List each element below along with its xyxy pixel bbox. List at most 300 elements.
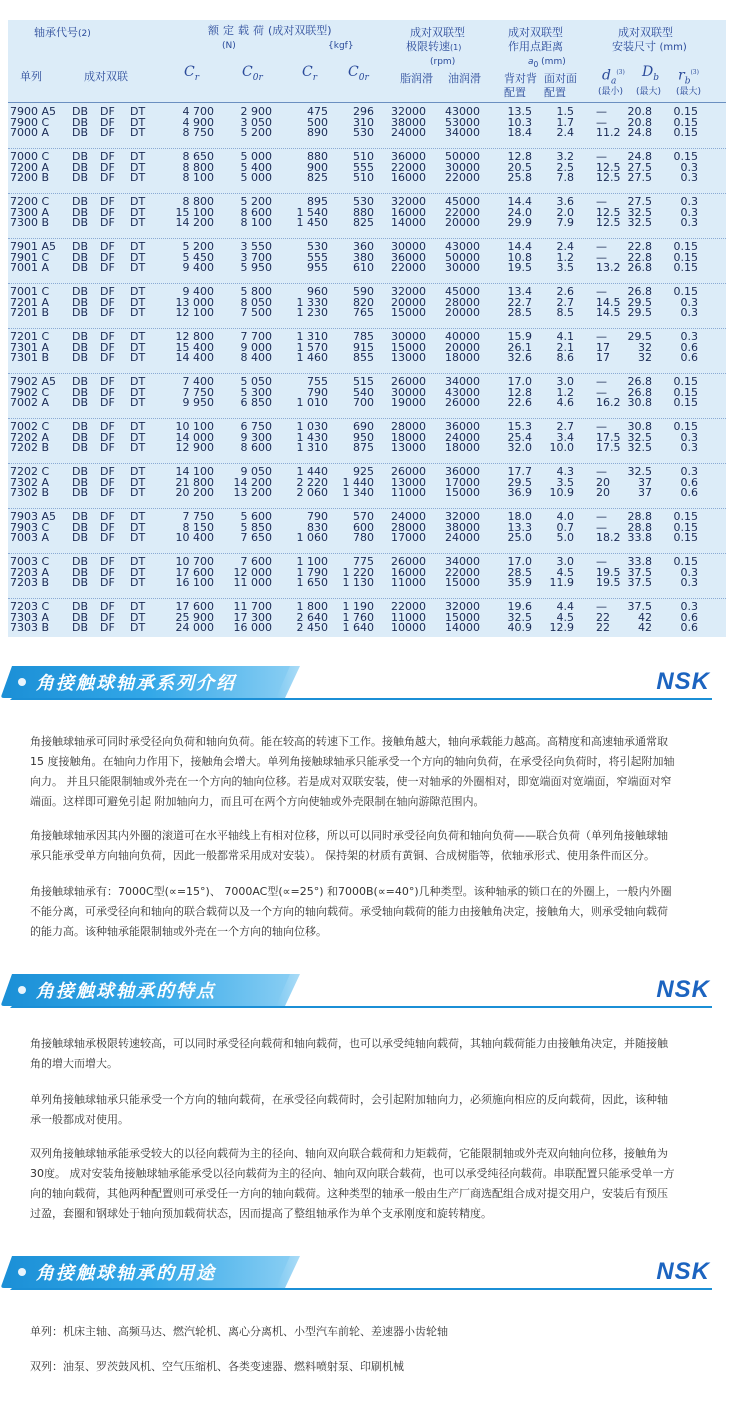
cell-speed-grease: 36000	[391, 150, 426, 163]
cell-a0-face: 3.0	[556, 375, 574, 388]
cell-cr-n: 14 200	[175, 216, 214, 230]
cell-rb: 0.3	[680, 295, 698, 309]
cell-db: DB	[72, 465, 89, 478]
header-paired: 成对双联	[84, 70, 128, 83]
cell-a0-face: 4.5	[556, 565, 574, 579]
cell-a0-back: 19.6	[507, 600, 532, 613]
paragraph-line: 角接触球轴承可同时承受径向负荷和轴向负荷。能在较高的转速下工作。接触角越大，轴向承载能力越高。高精度和高速轴承通常取	[30, 735, 668, 748]
paragraph-line: 角接触球轴承有：7000C型(∝=15°)、 7000AC型(∝=25°) 和7000B(∝=40°)几种类型。该种轴承的锁口在的外圈上，一般内外圈	[30, 885, 672, 898]
cell-a0-face: 8.5	[556, 306, 574, 320]
cell-da: 20	[596, 475, 610, 489]
cell-dt: DT	[130, 565, 146, 579]
cell-code: 7301 A	[10, 340, 50, 354]
cell-Db: 29.5	[627, 306, 652, 320]
cell-cor-kgf: 530	[353, 195, 374, 208]
cell-cr-n: 17 600	[175, 565, 214, 579]
cell-rb: 0.6	[680, 351, 698, 365]
cell-db: DB	[72, 306, 89, 320]
cell-cr-n: 13 000	[175, 295, 214, 309]
paragraph-line: 角接触球轴承因其内外圈的滚道可在水平轴线上有相对位移，所以可以同时承受径向负荷和轴向负荷——联合负荷（单列角接触球轴	[30, 829, 668, 842]
cell-rb: 0.15	[673, 510, 698, 523]
cell-cr-n: 10 400	[175, 531, 214, 545]
cell-rb: 0.15	[673, 261, 698, 275]
cell-a0-face: 4.0	[556, 510, 574, 523]
cell-cor-n: 5 400	[240, 160, 272, 174]
cell-speed-oil: 17000	[445, 475, 480, 489]
cell-Db: 26.8	[627, 261, 652, 275]
cell-a0-face: 2.0	[556, 205, 574, 219]
header-mount-line2: 安装尺寸 (mm)	[612, 40, 687, 53]
cell-rb: 0.3	[680, 576, 698, 590]
cell-a0-face: 2.5	[556, 160, 574, 174]
cell-a0-face: 0.7	[556, 520, 574, 534]
cell-df: DF	[100, 531, 115, 545]
cell-cor-n: 5 850	[240, 520, 272, 534]
cell-a0-back: 17.7	[507, 465, 532, 478]
cell-Db: 20.8	[627, 105, 652, 118]
cell-a0-face: 3.4	[556, 430, 574, 444]
cell-df: DF	[100, 240, 115, 253]
cell-cor-n: 5 000	[240, 171, 272, 185]
cell-a0-face: 10.0	[549, 441, 574, 455]
cell-speed-oil: 36000	[445, 420, 480, 433]
paragraph-line: 向的轴向载荷，其他两种配置则可承受任一方向的轴向载荷。这种类型的轴承一般由生产厂商选配组合成对提交用户，安装后有预压	[30, 1187, 668, 1200]
cell-Db: 22.8	[627, 240, 652, 253]
paragraph-line: 单列：机床主轴、高频马达、燃汽轮机、离心分离机、小型汽车前轮、差速器小齿轮轴	[30, 1325, 448, 1338]
cell-a0-face: 3.5	[556, 475, 574, 489]
cell-dt: DT	[130, 306, 146, 320]
cell-dt: DT	[130, 240, 146, 253]
cell-da: —	[596, 465, 607, 478]
cell-Db: 29.5	[627, 330, 652, 343]
cell-a0-back: 17.0	[507, 555, 532, 568]
cell-da: 19.5	[596, 565, 621, 579]
header-oil: 油润滑	[448, 72, 481, 85]
cell-cr-n: 7 750	[182, 510, 214, 523]
paragraph-line: 角接触球轴承极限转速较高，可以同时承受径向载荷和轴向载荷，也可以承受纯轴向载荷，其轴向载荷能力由接触角决定，并随接触	[30, 1037, 668, 1050]
cell-cor-kgf: 855	[353, 351, 374, 365]
cell-speed-grease: 17000	[391, 531, 426, 545]
cell-db: DB	[72, 160, 89, 174]
cell-db: DB	[72, 115, 89, 129]
group-divider	[8, 463, 726, 464]
cell-speed-oil: 26000	[445, 396, 480, 410]
cell-rb: 0.15	[673, 531, 698, 545]
cell-db: DB	[72, 205, 89, 219]
cell-cr-n: 9 400	[182, 285, 214, 298]
cell-code: 7003 A	[10, 531, 50, 545]
cell-code: 7302 B	[10, 486, 50, 500]
cell-a0-face: 1.7	[556, 115, 574, 129]
cell-cor-kgf: 785	[353, 330, 374, 343]
cell-db: DB	[72, 576, 89, 590]
cell-dt: DT	[130, 600, 146, 613]
cell-cor-n: 12 000	[233, 565, 272, 579]
cell-speed-grease: 15000	[391, 306, 426, 320]
cell-df: DF	[100, 610, 115, 624]
cell-cor-kgf: 775	[353, 555, 374, 568]
cell-rb: 0.6	[680, 475, 698, 489]
cell-df: DF	[100, 261, 115, 275]
cell-cor-kgf: 1 220	[342, 565, 374, 579]
cell-speed-grease: 16000	[391, 565, 426, 579]
cell-code: 7900 C	[10, 115, 50, 129]
cell-speed-oil: 38000	[445, 520, 480, 534]
cell-cr-kgf: 890	[307, 126, 328, 140]
group-divider	[8, 283, 726, 284]
cell-a0-face: 3.6	[556, 195, 574, 208]
cell-cor-n: 11 700	[233, 600, 272, 613]
header-loadpt-line1: 成对双联型	[508, 26, 563, 39]
cell-a0-back: 14.4	[507, 195, 532, 208]
section-banner	[0, 660, 740, 704]
cell-rb: 0.3	[680, 195, 698, 208]
cell-speed-oil: 20000	[445, 340, 480, 354]
cell-da: —	[596, 240, 607, 253]
cell-da: 22	[596, 610, 610, 624]
cell-cr-n: 5 450	[182, 250, 214, 264]
cell-df: DF	[100, 330, 115, 343]
cell-speed-oil: 50000	[445, 150, 480, 163]
cell-cr-n: 8 150	[182, 520, 214, 534]
cell-cr-n: 14 100	[175, 465, 214, 478]
cell-Db: 27.5	[627, 160, 652, 174]
cell-cr-kgf: 2 640	[296, 610, 328, 624]
cell-speed-grease: 38000	[391, 115, 426, 129]
cell-Db: 32	[638, 340, 652, 354]
cell-cor-n: 5 300	[240, 385, 272, 399]
cell-cor-n: 14 200	[233, 475, 272, 489]
header-face-to-face: 面对面	[544, 72, 577, 85]
cell-cor-n: 7 600	[240, 555, 272, 568]
cell-a0-face: 4.4	[556, 600, 574, 613]
cell-code: 7002 C	[10, 420, 50, 433]
cell-code: 7000 A	[10, 126, 50, 140]
cell-db: DB	[72, 441, 89, 455]
cell-speed-grease: 16000	[391, 205, 426, 219]
cell-db: DB	[72, 486, 89, 500]
header-da: $d_a^{(3)}$	[602, 67, 625, 87]
cell-dt: DT	[130, 420, 146, 433]
cell-code: 7002 A	[10, 396, 50, 410]
cell-cor-n: 13 200	[233, 486, 272, 500]
cell-cr-n: 25 900	[175, 610, 214, 624]
cell-Db: 24.8	[627, 126, 652, 140]
cell-a0-back: 35.9	[507, 576, 532, 590]
cell-cr-kgf: 1 540	[296, 205, 328, 219]
cell-cor-n: 5 200	[240, 126, 272, 140]
cell-cr-n: 21 800	[175, 475, 214, 489]
cell-cor-kgf: 1 760	[342, 610, 374, 624]
cell-a0-back: 36.9	[507, 486, 532, 500]
cell-cr-kgf: 790	[307, 385, 328, 399]
cell-rb: 0.15	[673, 150, 698, 163]
cell-a0-face: 11.9	[549, 576, 574, 590]
cell-dt: DT	[130, 385, 146, 399]
cell-da: —	[596, 195, 607, 208]
cell-a0-back: 17.0	[507, 375, 532, 388]
cell-db: DB	[72, 250, 89, 264]
cell-da: —	[596, 330, 607, 343]
cell-Db: 42	[638, 610, 652, 624]
cell-a0-back: 24.0	[507, 205, 532, 219]
cell-a0-back: 26.1	[507, 340, 532, 354]
header-loadpt-line2: 作用点距离	[508, 40, 563, 53]
cell-code: 7302 A	[10, 475, 50, 489]
cell-dt: DT	[130, 205, 146, 219]
cell-df: DF	[100, 115, 115, 129]
cell-cr-kgf: 1 310	[296, 330, 328, 343]
cell-db: DB	[72, 330, 89, 343]
cell-cor-n: 5 600	[240, 510, 272, 523]
cell-cr-n: 9 400	[182, 261, 214, 275]
header-max-1: (最大)	[636, 87, 662, 97]
cell-df: DF	[100, 465, 115, 478]
cell-cor-n: 5 050	[240, 375, 272, 388]
cell-speed-oil: 43000	[445, 385, 480, 399]
cell-cor-kgf: 690	[353, 420, 374, 433]
cell-speed-grease: 20000	[391, 295, 426, 309]
cell-speed-oil: 20000	[445, 216, 480, 230]
cell-cor-n: 8 100	[240, 216, 272, 230]
header-unit-n: (N)	[222, 41, 236, 51]
cell-a0-back: 32.6	[507, 351, 532, 365]
cell-code: 7200 A	[10, 160, 50, 174]
cell-df: DF	[100, 105, 115, 118]
cell-speed-grease: 32000	[391, 105, 426, 118]
cell-da: —	[596, 150, 607, 163]
cell-df: DF	[100, 420, 115, 433]
cell-cr-kgf: 1 060	[296, 531, 328, 545]
cell-da: —	[596, 555, 607, 568]
cell-code: 7303 A	[10, 610, 50, 624]
cell-speed-grease: 15000	[391, 340, 426, 354]
cell-code: 7202 C	[10, 465, 50, 478]
cell-cor-n: 5 950	[240, 261, 272, 275]
header-speed-line2: 极限转速(1)	[406, 40, 462, 53]
cell-a0-face: 1.2	[556, 250, 574, 264]
cell-Db: 26.8	[627, 375, 652, 388]
cell-cr-kgf: 2 450	[296, 621, 328, 635]
cell-da: —	[596, 285, 607, 298]
cell-Db: 32.5	[627, 465, 652, 478]
cell-a0-back: 15.3	[507, 420, 532, 433]
cell-speed-grease: 24000	[391, 510, 426, 523]
cell-cr-kgf: 475	[307, 105, 328, 118]
header-speed-unit: (rpm)	[430, 57, 456, 67]
cell-cr-n: 8 800	[182, 195, 214, 208]
cell-a0-back: 29.9	[507, 216, 532, 230]
cell-cr-kgf: 960	[307, 285, 328, 298]
cell-speed-oil: 34000	[445, 375, 480, 388]
cell-Db: 32.5	[627, 216, 652, 230]
cell-a0-back: 13.5	[507, 105, 532, 118]
cell-a0-back: 32.0	[507, 441, 532, 455]
cell-a0-back: 22.6	[507, 396, 532, 410]
cell-db: DB	[72, 195, 89, 208]
cell-cor-n: 8 050	[240, 295, 272, 309]
cell-a0-face: 1.2	[556, 385, 574, 399]
cell-cr-n: 17 600	[175, 600, 214, 613]
cell-code: 7902 C	[10, 385, 50, 399]
cell-speed-oil: 28000	[445, 295, 480, 309]
cell-cr-kgf: 1 010	[296, 396, 328, 410]
cell-Db: 32.5	[627, 205, 652, 219]
cell-df: DF	[100, 555, 115, 568]
cell-cor-n: 9 000	[240, 340, 272, 354]
cell-db: DB	[72, 520, 89, 534]
cell-a0-face: 4.3	[556, 465, 574, 478]
cell-db: DB	[72, 385, 89, 399]
cell-df: DF	[100, 621, 115, 635]
cell-cor-n: 8 600	[240, 441, 272, 455]
cell-da: 17.5	[596, 430, 621, 444]
cell-da: 12.5	[596, 205, 621, 219]
cell-cor-kgf: 765	[353, 306, 374, 320]
cell-speed-grease: 22000	[391, 600, 426, 613]
cell-db: DB	[72, 375, 89, 388]
cell-cr-n: 15 100	[175, 205, 214, 219]
cell-cor-n: 9 300	[240, 430, 272, 444]
cell-cr-n: 10 700	[175, 555, 214, 568]
cell-db: DB	[72, 105, 89, 118]
cell-a0-back: 13.3	[507, 520, 532, 534]
cell-cr-n: 24 000	[175, 621, 214, 635]
cell-speed-oil: 14000	[445, 621, 480, 635]
cell-speed-grease: 28000	[391, 520, 426, 534]
cell-a0-back: 12.8	[507, 150, 532, 163]
cell-cr-n: 8 750	[182, 126, 214, 140]
cell-rb: 0.15	[673, 420, 698, 433]
cell-rb: 0.3	[680, 160, 698, 174]
paragraph-line: 双列角接触球轴承能承受较大的以径向载荷为主的径向、轴向双向联合载荷和力矩载荷，它能限制轴或外壳双向轴向位移，接触角为	[30, 1147, 668, 1160]
cell-code: 7903 C	[10, 520, 50, 534]
cell-cor-n: 2 900	[240, 105, 272, 118]
cell-speed-oil: 36000	[445, 465, 480, 478]
cell-rb: 0.3	[680, 465, 698, 478]
cell-speed-oil: 15000	[445, 576, 480, 590]
cell-code: 7301 B	[10, 351, 50, 365]
cell-df: DF	[100, 195, 115, 208]
group-divider	[8, 553, 726, 554]
cell-code: 7203 A	[10, 565, 50, 579]
cell-cor-n: 9 050	[240, 465, 272, 478]
cell-rb: 0.3	[680, 171, 698, 185]
cell-dt: DT	[130, 555, 146, 568]
cell-rb: 0.15	[673, 250, 698, 264]
group-divider	[8, 418, 726, 419]
cell-dt: DT	[130, 441, 146, 455]
cell-cor-kgf: 380	[353, 250, 374, 264]
cell-cor-n: 8 600	[240, 205, 272, 219]
cell-a0-back: 18.4	[507, 126, 532, 140]
cell-db: DB	[72, 126, 89, 140]
cell-df: DF	[100, 340, 115, 354]
cell-cr-n: 8 100	[182, 171, 214, 185]
paragraph-line: 承一般都成对使用。	[30, 1113, 129, 1126]
cell-speed-oil: 22000	[445, 171, 480, 185]
cell-speed-grease: 26000	[391, 465, 426, 478]
cell-dt: DT	[130, 261, 146, 275]
paragraph-line: 向力。 并且只能限制轴或外壳在一个方向的轴向位移。若是成对双联安装，使一对轴承的外圈相对，即宽端面对宽端面，窄端面对窄	[30, 775, 672, 788]
cell-cor-kgf: 310	[353, 115, 374, 129]
cell-a0-back: 12.8	[507, 385, 532, 399]
cell-rb: 0.3	[680, 205, 698, 219]
cell-cor-kgf: 1 130	[342, 576, 374, 590]
paragraph-line: 15 度接触角。在轴向力作用下，接触角会增大。单列角接触球轴承只能承受一个方向的轴向负荷，在承受径向负荷时，将引起附加轴	[30, 755, 675, 768]
cell-code: 7003 C	[10, 555, 50, 568]
cell-df: DF	[100, 216, 115, 230]
cell-a0-face: 7.9	[556, 216, 574, 230]
cell-da: 12.5	[596, 216, 621, 230]
cell-a0-back: 29.5	[507, 475, 532, 489]
header-config-1: 配置	[504, 86, 526, 99]
cell-df: DF	[100, 126, 115, 140]
cell-a0-back: 28.5	[507, 565, 532, 579]
header-max-2: (最大)	[676, 87, 702, 97]
header-back-to-back: 背对背	[504, 72, 537, 85]
cell-speed-oil: 43000	[445, 105, 480, 118]
cell-db: DB	[72, 531, 89, 545]
cell-da: —	[596, 510, 607, 523]
cell-speed-oil: 32000	[445, 510, 480, 523]
cell-cr-kgf: 1 330	[296, 295, 328, 309]
header-rated-load: 额定载荷(成对双联型)	[208, 24, 332, 37]
cell-cor-kgf: 780	[353, 531, 374, 545]
cell-df: DF	[100, 306, 115, 320]
cell-cr-kgf: 1 310	[296, 441, 328, 455]
group-divider	[8, 598, 726, 599]
cell-cr-n: 7 400	[182, 375, 214, 388]
cell-speed-grease: 22000	[391, 261, 426, 275]
cell-cr-kgf: 1 430	[296, 430, 328, 444]
cell-cor-kgf: 555	[353, 160, 374, 174]
cell-speed-grease: 32000	[391, 195, 426, 208]
cell-df: DF	[100, 565, 115, 579]
cell-code: 7200 B	[10, 171, 50, 185]
cell-a0-back: 19.5	[507, 261, 532, 275]
cell-a0-back: 18.0	[507, 510, 532, 523]
cell-a0-face: 10.9	[549, 486, 574, 500]
cell-code: 7001 C	[10, 285, 50, 298]
cell-speed-oil: 15000	[445, 486, 480, 500]
cell-Db: 32	[638, 351, 652, 365]
cell-db: DB	[72, 565, 89, 579]
section-title: 角接触球轴承的用途	[36, 1263, 216, 1284]
cell-cr-n: 4 900	[182, 115, 214, 129]
group-divider	[8, 238, 726, 239]
cell-a0-face: 4.5	[556, 610, 574, 624]
cell-Db: 26.8	[627, 385, 652, 399]
header-bearing-code: 轴承代号(2)	[34, 26, 91, 39]
cell-cor-kgf: 875	[353, 441, 374, 455]
cell-a0-back: 14.4	[507, 240, 532, 253]
section-paragraph	[30, 1090, 710, 1130]
cell-cor-kgf: 700	[353, 396, 374, 410]
cell-df: DF	[100, 396, 115, 410]
cell-cr-kgf: 1 230	[296, 306, 328, 320]
cell-cr-kgf: 555	[307, 250, 328, 264]
cell-db: DB	[72, 621, 89, 635]
cell-da: —	[596, 385, 607, 399]
cell-a0-back: 10.8	[507, 250, 532, 264]
cell-cor-n: 8 400	[240, 351, 272, 365]
cell-speed-oil: 20000	[445, 306, 480, 320]
cell-a0-face: 2.4	[556, 126, 574, 140]
nsk-logo: NSK	[656, 1258, 710, 1285]
cell-dt: DT	[130, 171, 146, 185]
cell-a0-face: 2.7	[556, 295, 574, 309]
